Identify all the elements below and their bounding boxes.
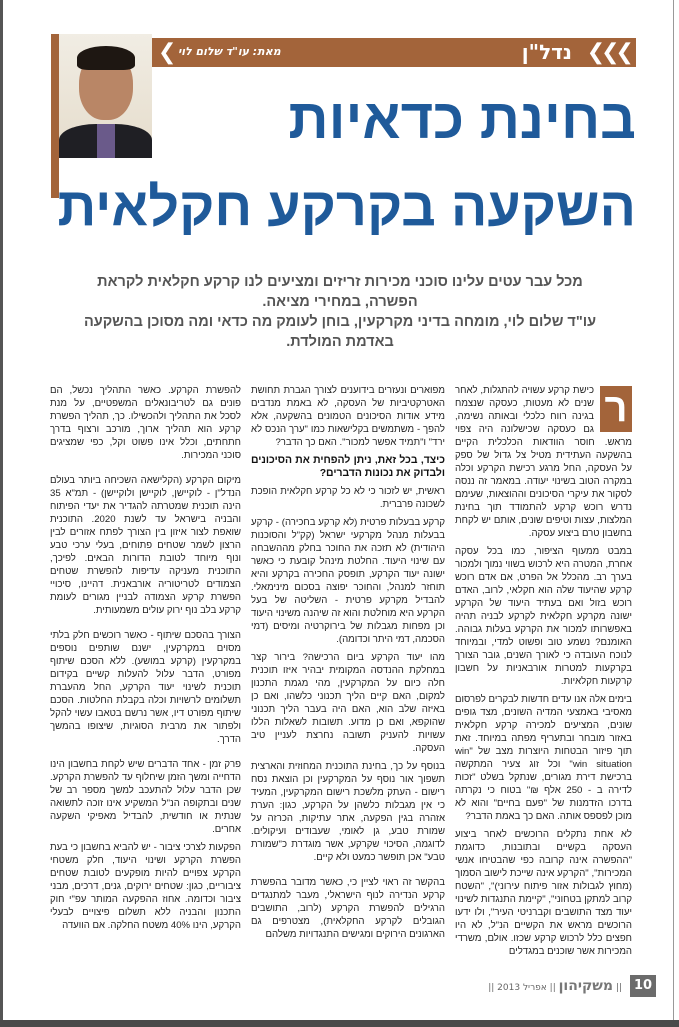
paragraph: הצורך בהסכם שיתוף - כאשר רוכשים חלק בלתי מסוים במקרקעין, ישנם שותפים נוספים במקרקעין (קרקע במושע). ללא הסכם שיתוף מפורט, הדבר עלול להעלות קשיים בקידום תוכנית לשינוי יעוד הקרקע, החל מהעברת תשלומים לרשויות וכלה בקבלת החלטות. הסכם שיתוף מפורט דיו, אשר נרשם בטאבו עשוי להקל ולפתור את מרבית הסוגיות, שיצופו בהמשך הדרך. xyxy=(50,630,241,745)
page-edge-bottom xyxy=(0,1020,679,1027)
section-header-bar xyxy=(152,38,636,67)
paragraph: קרקע בבעלות פרטית (לא קרקע בחכירה) - קרקע בבעלות מנהל מקרקעי ישראל (קק"ל והסוכנות היהודית) לא תזכה את החוכר בחלק מההשבחה עם שינוי היעוד. החלטת מינהל קובעת כי כאשר ישונה יעוד הקרקע, תופסק החכירה בקרקע והיא תוחזר למנהל, והחוכר יפוצה בסכום מינימאלי. להבדיל מקרקע פרטית - השליטה של בעל הקרקע היא מוחלטת והוא זה שיהנה משינוי היעוד וכן מפחות מגבלות של בירוקרטיה ומיסים (דמי הסכמה, דמי היתר וכדומה). xyxy=(251,517,445,645)
article-body xyxy=(50,378,632,963)
decorative-vertical-bar xyxy=(51,34,59,198)
section-label: נדל"ן xyxy=(521,40,572,64)
page-number: 10 xyxy=(630,975,656,997)
paragraph: בימים אלה אנו עדים חדשות לבקרים לפרסום מאסיבי באמצעי המדיה השונים, מצד גופים שונים, המציעים למכירה קרקע חקלאית באזור מובחר ובתעריף מפתה במיוחד. זאת תוך פיזור הבטחות היוצרות מצב של "win win situation" וכל זוג צעיר המתקשה ברכישת דירת מגורים, שנתקל בשלט "זכות לדירה ב - 250 אלף ₪" בטוח כי נקרתה בדרכו הזדמנות של "פעם בחיים" והוא לא מוכן לפספס אותה. האם כך באמת הדבר? xyxy=(455,694,632,822)
article-subtitle xyxy=(80,272,600,352)
page-footer xyxy=(488,978,622,994)
paragraph: מפוארים ונעזרים בידוענים לצורך הגברת תחושת האטרקטיביות של העסקה, לא באמת מנדבים מידע אודות הסיכונים הטמונים בהשקעה, אלא להפך - משתמשים בקלישאות כמו "ערך הנכס לא ירד" ו"תמיד אפשר למכור". האם כך הדבר? xyxy=(251,385,445,448)
paragraph: בהקשר זה ראוי לציין כי, כאשר מדובר בהפשרת קרקע הנדירה לנוף הישראלי, מעבר למתנגדים הרגילים להפשרת הקרקע (לרוב, התושבים הגובלים לקרקע החקלאית), מצטרפים גם הארגונים הירוקים ומגישים התנגדויות משלהם xyxy=(251,877,445,940)
paragraph: כישת קרקע עשויה להתגלות, לאחר שנים לא מעטות, כעסקה שנצמח בגינה רווח כלכלי ובאותה נשימה, גם כעסקה שכישלונה היה צפוי מראש. חוסר הוודאות הכלכלית הקיים בהשקעה העתידית מטיל צל גדול של ספק על העסקה, החל מרגע רכישת הקרקע וכלה במקרה הטוב בשינוי יעודה. במאמר זה ננסה לסקור את עיקרי הסיכונים וההוצאות, שעימם נדרש רוכש קרקע להתמודד תוך בחינת המלצות, עצות וטיפים שונים, אותם יש לקחת בחשבון טרם ביצוע עסקה. xyxy=(455,385,632,539)
magazine-name: משקיהון xyxy=(558,978,614,994)
paragraph: פרק זמן - אחד הדברים שיש לקחת בחשבון הינו הדחייה ומשך הזמן שיחלוף עד להפשרת הקרקע. שכן הדבר עלול להתעכב למשך מספר רב של שנים ובתקופה הנ"ל המשקיע אינו זוכה לתשואה שנתית או חודשית, להבדיל מאפיקי השקעה אחרים. xyxy=(50,759,241,835)
footer-separator: || xyxy=(488,983,495,993)
footer-separator: || xyxy=(615,983,622,993)
paragraph: לא אחת נתקלים הרוכשים לאחר ביצוע העסקה בקשיים ובתובנות, כדוגמת "ההפשרה אינה קרובה כפי שהבטיחו אנשי המכירות", "הקרקע אינה שייכת לישוב הסמוך (מחוץ לגבולות אזור פיתוח עירוני)", "השטח קרוב למתקן בטחוני", "קיימת התנגדות לשינוי יעוד מצד התושבים וקברניטי העיר", ולו ידעו הרוכשים מראש את הקשיים הנ"ל, לא היו חפצים כלל לרכוש קרקע שכזו. אולם, משרדי המכירות אשר שוכנים במגדלים xyxy=(455,829,632,957)
article-title-line2: השקעה בקרקע חקלאית xyxy=(57,177,636,237)
chevrons-left-icon: ❮❮❮ xyxy=(586,40,630,65)
author-byline: מאת: עו"ד שלום לוי xyxy=(178,45,281,58)
article-column-3 xyxy=(50,384,241,963)
subtitle-line1: מכל עבר עטים עלינו סוכני מכירות זריזים ומציעים לנו קרקע חקלאית לקראת הפשרה, במחירי מציאה. xyxy=(97,274,583,310)
subheading: כיצד, בכל זאת, ניתן להפחית את הסיכונים ולבדוק את נכונות הדברים? xyxy=(251,455,445,479)
subtitle-line2: עו"ד שלום לוי, מומחה בדיני מקרקעין, בוחן לעומק מה כדאי ומה מסוכן בהשקעה באדמת המולדת. xyxy=(83,314,597,350)
article-column-1 xyxy=(455,384,632,963)
article-column-2 xyxy=(251,384,445,963)
paragraph: להפשרת הקרקע. כאשר התהליך נכשל, הם פונים גם לטריבונאלים המשפטיים, על מנת לסכל את התהליך ולהכשילו. כך, תהליך הפשרת קרקע הוא תהליך ארוך, מורכב ורצוף בדרך חתחתים, וכלל אינו פשוט וקל, כפי שמציגים סוכני המכירות. xyxy=(50,385,241,461)
chevron-left-icon: ❮ xyxy=(158,40,177,65)
paragraph: מהו יעוד הקרקע ביום הרכישה? בירור קצר במחלקת ההנדסה המקומית יבהיר איזו תוכנית חלה כיום על המקרקעין, מהי מגמת התכנון למקום, האם קיים הליך תכנוני כלשהו, ואם כן באיזה שלב הוא, האם היה בעבר הליך תכנוני שהוקפא, ואם כן מדוע. תשובות לשאלות הללו עשויות להעניק תשובה נחרצת לעניין טיב העסקה. xyxy=(251,652,445,754)
issue-date: אפריל 2013 xyxy=(497,983,547,993)
paragraph: ראשית, יש לזכור כי לא כל קרקע חקלאית הופכת לשכונה פרברית. xyxy=(251,486,445,510)
paragraph: בנוסף על כך, בחינת התוכנית המחוזית והארצית תשפוך אור נוסף על המקרקעין וכן הוצאת נסח רישום - העתק מלשכת רישום המקרקעין, המעיד כי אין מגבלות כלשהן על הקרקע, כגון: הערת אזהרה בגין הפקעה, אתר עתיקות, הכרזה על שמורת טבע, גן לאומי, שעבודים ועיקולים. לדוגמה, הסיכוי שקרקע, אשר מוגדרת כ"שמורת טבע" אכן תופשר כמעט ולא קיים. xyxy=(251,761,445,863)
footer-separator: || xyxy=(549,983,556,993)
paragraph: מיקום הקרקע (הקלישאה השכיחה ביותר בעולם הנדל"ן - לוקיישן, לוקיישן ולוקיישן) - תמ"א 35 הינה תוכנית שמטרתה להגדיר את יעדי הפיתוח והבניה בישראל עד לשנת 2020. התוכנית שואפת לצור איזון בין הצורך לפתח אזורים לבין הרצון לשמר שטחים פתוחים, בעלי ערכי טבע ונוף מיוחד לטובת הדורות הבאים. לפיכך, התוכנית מעניקה עדיפות להפשרת שטחים הצמודים לטריטוריה אורבאנית. דהיינו, סיכויי הפשרת קרקע הצמודה לבניין מגורים לעומת קרקע בלב נוף ירוק עולים משמעותית. xyxy=(50,475,241,616)
paragraph: במבט ממעוף הציפור, כמו בכל עסקה אחרת, המטרה היא לרכוש בשווי נמוך ולמכור בערך רב. מהכלל אל הפרט, אם אדם רוכש קרקע שהיעוד שלה הוא חקלאי, לרוב, האדם רוכש בזול ואם בעתיד היעוד של הקרקע ישונה מקרקע חקלאית לקרקע לבניה תהיה באפשרותו למכור את הקרקע בעלות גבוהה. האומנם? נשמע טוב ופשוט למדי, ובמיוחד לנוכח העובדה כי לאורך השנים, גובר הצורך בקרקעות למטרות אורבאניות על חשבון קרקעות חקלאיות. xyxy=(455,546,632,687)
paragraph: הפקעות לצרכי ציבור - יש להביא בחשבון כי בעת הפשרת הקרקע ושינוי היעוד, חלק משטחי הקרקע צפויים להיות מופקעים לטובת שטחים ציבוריים, כגון: שטחים ירוקים, גנים, דרכים, מבני ציבור וכדומה. אחוז ההפקעה המותר עפ"י חוק התכנון והבניה ללא תשלום פיצויים לבעלי הקרקע, הינו 40% משטח החלקה. אם הוועדה xyxy=(50,842,241,931)
article-title-line1: בחינת כדאיות xyxy=(288,87,636,150)
article-header xyxy=(0,0,679,378)
drop-cap: ר xyxy=(600,386,632,432)
author-photo xyxy=(59,34,152,158)
